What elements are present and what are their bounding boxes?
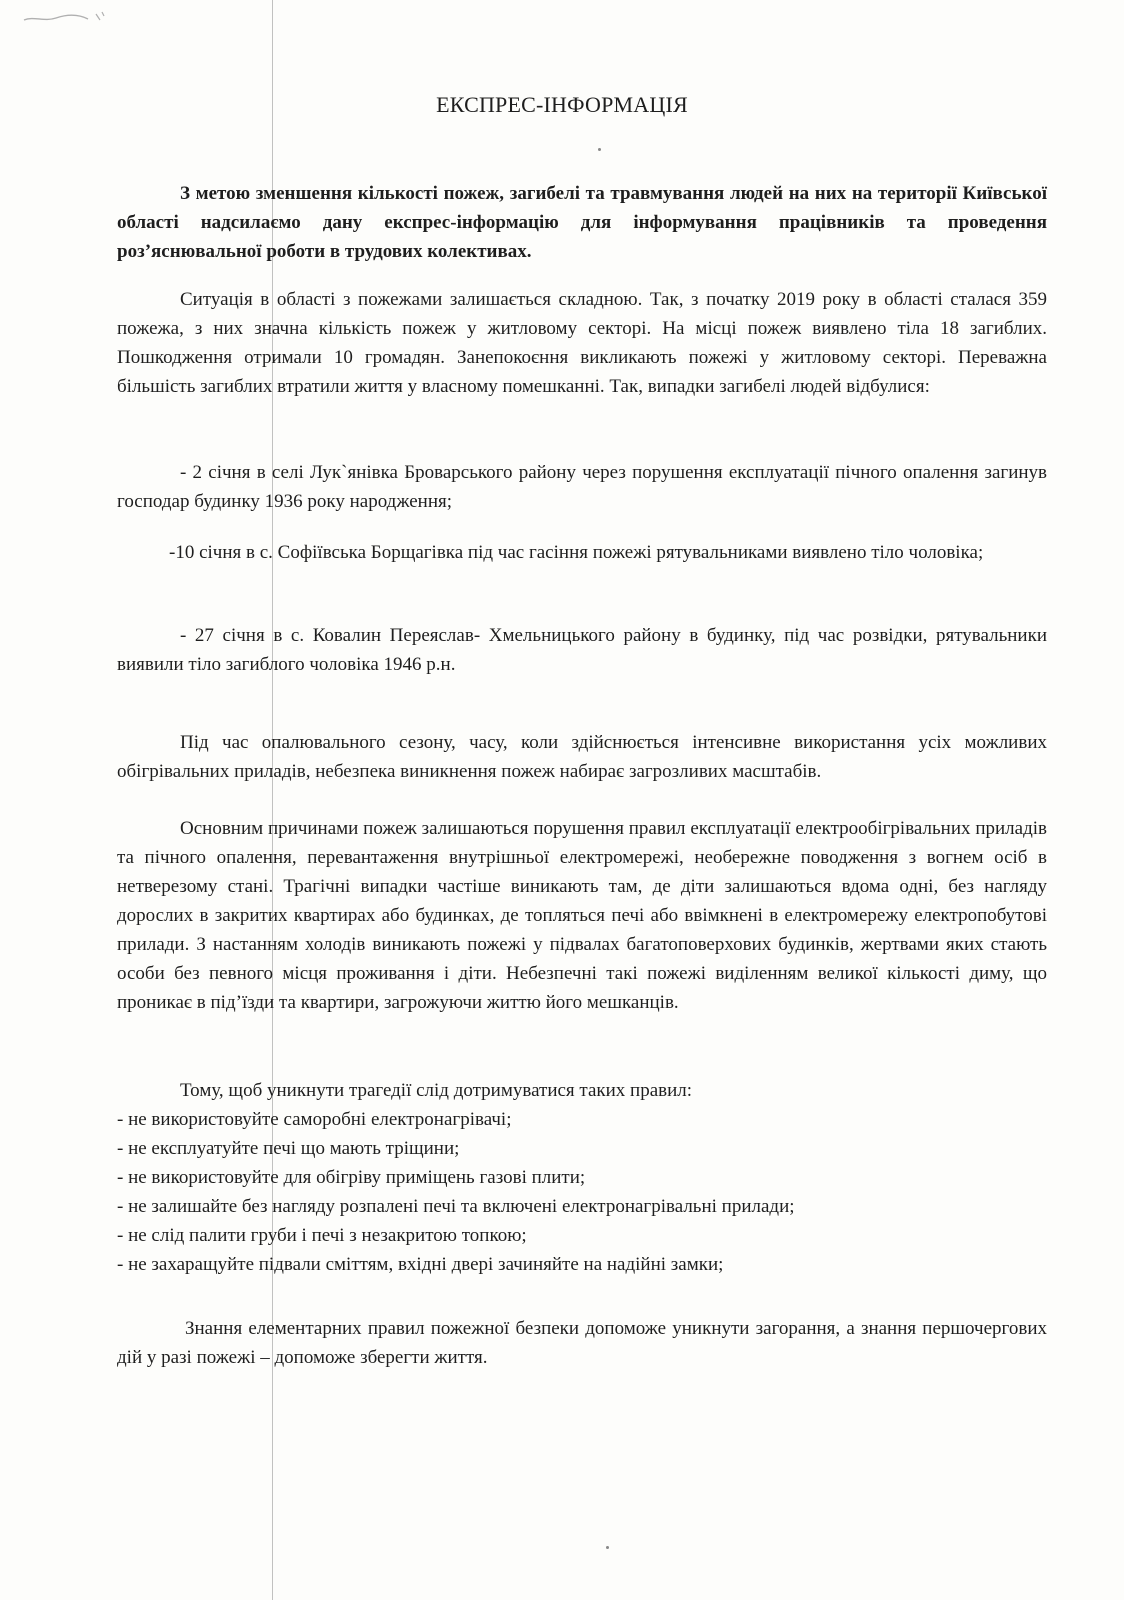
- scan-smudge-icon: [22, 8, 112, 26]
- situation-paragraph: Ситуація в області з пожежами залишається складною. Так, з початку 2019 року в області сталася 359 пожежа, з них значна кількість пожеж у житловому секторі. На місці пожеж виявлено тіла 18 загиблих. Пошкодження отримали 10 громадян. Занепокоєння викликають пожежі у житловому секторі. Переважна більшість загиблих втратили життя у власному помешканні. Так, випадки загибелі людей відбулися:: [117, 289, 1047, 397]
- scan-speck: [606, 1546, 609, 1549]
- list-item: - не слід палити груби і печі з незакритою топкою;: [117, 1225, 527, 1246]
- document-title: ЕКСПРЕС-ІНФОРМАЦІЯ: [436, 92, 688, 117]
- case-item: - 2 січня в селі Лук`янівка Броварського району через порушення експлуатації пічного опалення загинув господар будинку 1936 року народження;: [117, 462, 1047, 512]
- causes-paragraph: Основним причинами пожеж залишаються порушення правил експлуатації електрообігрівальних приладів та пічного опалення, перевантаження внутрішньої електромережі, необережне поводження з вогнем осіб в нетверезому стані. Трагічні випадки частіше виникають там, де діти залишаються вдома одні, без нагляду дорослих в закритих квартирах або будинках, де топляться печі або ввімкнені в електромережу електропобутові прилади. З настанням холодів виникають пожежі у підвалах багатоповерхових будинків, жертвами яких стають особи без певного місця проживання і діти. Небезпечні такі пожежі виділенням великої кількості диму, що проникає в під’їзди та квартири, загрожуючи життю його мешканців.: [117, 818, 1047, 1013]
- rules-intro: Тому, щоб уникнути трагедії слід дотримуватися таких правил:: [180, 1080, 693, 1101]
- safety-rules-list: [117, 1105, 1047, 1279]
- case-item: -10 січня в с. Софіївська Борщагівка під час гасіння пожежі рятувальниками виявлено тіло чоловіка;: [169, 542, 984, 563]
- list-item: - не експлуатуйте печі що мають тріщини;: [117, 1138, 460, 1159]
- conclusion-paragraph: Знання елементарних правил пожежної безпеки допоможе уникнути загорання, а знання першочергових дій у разі пожежі – допоможе зберегти життя.: [117, 1318, 1047, 1368]
- heating-season-paragraph: Під час опалювального сезону, часу, коли здійснюється інтенсивне використання усіх можливих обігрівальних приладів, небезпека виникнення пожеж набирає загрозливих масштабів.: [117, 732, 1047, 782]
- scan-speck: [598, 148, 601, 151]
- list-item: - не залишайте без нагляду розпалені печі та включені електронагрівальні прилади;: [117, 1196, 795, 1217]
- list-item: - не використовуйте саморобні електронагрівачі;: [117, 1109, 512, 1130]
- list-item: - не захаращуйте підвали сміттям, вхідні двері зачиняйте на надійні замки;: [117, 1254, 724, 1275]
- list-item: - не використовуйте для обігріву приміщень газові плити;: [117, 1167, 586, 1188]
- case-item: - 27 січня в с. Ковалин Переяслав- Хмельницького району в будинку, під час розвідки, рятувальники виявили тіло загиблого чоловіка 1946 р.н.: [117, 625, 1047, 675]
- intro-paragraph: З метою зменшення кількості пожеж, загибелі та травмування людей на них на території Київської області надсилаємо дану експрес-інформацію для інформування працівників та проведення роз’яснювальної роботи в трудових колективах.: [117, 183, 1047, 262]
